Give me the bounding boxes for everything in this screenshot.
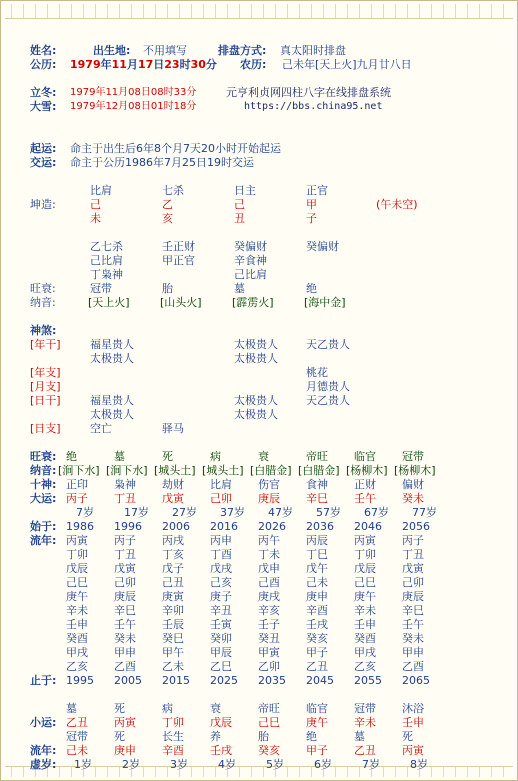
liunian-cell: 己未 [306, 576, 328, 589]
birthplace-value: 不用填写 [143, 44, 187, 57]
liunian-cell: 癸卯 [210, 632, 232, 645]
dayun-shishen: 伤官 [258, 478, 280, 491]
liunian-cell: 庚辰 [402, 590, 424, 603]
xiaoyun-top-ws: 沐浴 [402, 702, 424, 715]
method-value: 真太阳时排盘 [280, 44, 346, 57]
liunian-cell: 己丑 [162, 576, 184, 589]
xiaoyun-bottom-ws: 死 [402, 730, 413, 743]
dayun-shishen: 食神 [306, 478, 328, 491]
liunian-cell: 庚戌 [258, 590, 280, 603]
shensha-item: 福星贵人 [90, 394, 134, 407]
liunian-cell: 己卯 [114, 576, 136, 589]
shensha-item: 驿马 [162, 422, 184, 435]
pillar-branch: 丑 [234, 212, 245, 225]
xiaoyun-top-ws: 冠带 [354, 702, 376, 715]
hidden-stem: 甲正官 [162, 254, 195, 267]
shensha-year-gan-label: [年干] [30, 338, 61, 351]
dayun-age: 37岁 [220, 506, 245, 519]
dayun-age: 27岁 [172, 506, 197, 519]
liunian-cell: 庚午 [66, 590, 88, 603]
dayun-nayin: [杨柳木] [394, 464, 436, 477]
liunian-cell: 庚辰 [114, 590, 136, 603]
liunian-cell: 戊子 [162, 562, 184, 575]
xiaoyun-bottom-ws: 冠带 [66, 730, 88, 743]
lunar-label: 农历: [240, 58, 267, 71]
shensha-item: 太极贵人 [234, 394, 278, 407]
dayun-ganzhi: 丁丑 [114, 492, 136, 505]
dayun-wangshuai: 衰 [258, 450, 269, 463]
liunian-cell: 辛巳 [402, 604, 424, 617]
liunian-cell: 乙未 [162, 660, 184, 673]
xiaoyun-liunian: 辛酉 [162, 744, 184, 757]
top-decorative-border [5, 4, 513, 19]
dayun-shishen: 正财 [354, 478, 376, 491]
dayun-start-year: 1996 [114, 520, 142, 533]
liunian-cell: 庚午 [354, 590, 376, 603]
liunian-cell: 丙子 [402, 534, 424, 547]
liunian-cell: 戊辰 [354, 562, 376, 575]
solar-label: 公历: [30, 58, 57, 71]
shensha-item: 月德贵人 [306, 380, 350, 393]
xiaoyun-liunian: 己未 [66, 744, 88, 757]
pillar-nayin: [海中金] [304, 296, 346, 309]
xiaoyun-age: 7岁 [362, 758, 380, 771]
dayun-shishen: 枭神 [114, 478, 136, 491]
dayun-end-year: 1995 [66, 674, 94, 687]
method-label: 排盘方式: [218, 44, 267, 57]
liunian-cell: 辛卯 [162, 604, 184, 617]
xiaoyun-liunian: 癸亥 [258, 744, 280, 757]
liunian-cell: 丁丑 [402, 548, 424, 561]
liunian-cell: 丙申 [210, 534, 232, 547]
dayun-age: 57岁 [316, 506, 341, 519]
dayun-start-year: 2036 [306, 520, 334, 533]
liunian-cell: 壬寅 [210, 618, 232, 631]
dayun-nayin: [涧下水] [106, 464, 148, 477]
dayun-end-year: 2045 [306, 674, 334, 687]
shensha-item: 太极贵人 [90, 408, 134, 421]
dayun-start-label: 始于: [30, 520, 57, 533]
lidong-value: 1979年11月08日08时33分 [70, 87, 197, 98]
dayun-start-year: 2046 [354, 520, 382, 533]
liunian-cell: 己巳 [66, 576, 88, 589]
liunian-cell: 癸未 [114, 632, 136, 645]
xiaoyun-ganzhi: 戊辰 [210, 716, 232, 729]
shensha-title: 神煞: [30, 324, 57, 337]
liunian-cell: 己酉 [258, 576, 280, 589]
dayun-end-year: 2065 [402, 674, 430, 687]
pillar-branch: 亥 [162, 212, 173, 225]
dayun-nayin: [城头土] [202, 464, 244, 477]
hidden-stem: 辛食神 [234, 254, 267, 267]
liunian-cell: 甲申 [402, 646, 424, 659]
hidden-stem: 壬正财 [162, 240, 195, 253]
liunian-cell: 丙寅 [66, 534, 88, 547]
xiaoyun-ganzhi: 庚午 [306, 716, 328, 729]
liunian-cell: 乙酉 [114, 660, 136, 673]
liunian-cell: 戊午 [306, 562, 328, 575]
liunian-cell: 壬午 [114, 618, 136, 631]
liunian-cell: 戊寅 [114, 562, 136, 575]
dayun-label: 大运: [30, 492, 57, 505]
liunian-cell: 癸酉 [354, 632, 376, 645]
liunian-cell: 丁亥 [162, 548, 184, 561]
pillar-branch: 未 [90, 212, 101, 225]
shensha-item: 天乙贵人 [306, 394, 350, 407]
xiaoyun-ganzhi: 己巳 [258, 716, 280, 729]
liunian-cell: 甲戌 [66, 646, 88, 659]
xiaoyun-ganzhi: 丙寅 [114, 716, 136, 729]
pillar-wangshuai: 绝 [306, 282, 317, 295]
birthplace-label: 出生地: [93, 44, 131, 57]
dayun-nayin: [杨柳木] [346, 464, 388, 477]
liunian-cell: 癸未 [402, 632, 424, 645]
dayun-shishen-label: 十神: [30, 478, 57, 491]
xiaoyun-liunian: 丙寅 [402, 744, 424, 757]
liunian-cell: 辛丑 [210, 604, 232, 617]
liunian-cell: 戊戌 [210, 562, 232, 575]
pillar-wangshuai: 墓 [234, 282, 245, 295]
liunian-cell: 丙寅 [354, 534, 376, 547]
xiaoyun-bottom-ws: 墓 [354, 730, 365, 743]
liunian-cell: 辛亥 [258, 604, 280, 617]
xiaoyun-bottom-ws: 胎 [258, 730, 269, 743]
hidden-stem: 丁枭神 [90, 268, 123, 281]
liunian-cell: 癸亥 [306, 632, 328, 645]
dayun-wangshuai: 临官 [354, 450, 376, 463]
liunian-cell: 壬戌 [306, 618, 328, 631]
hidden-stem: 癸偏财 [234, 240, 267, 253]
xiaoyun-age: 3岁 [170, 758, 188, 771]
qiyun-text: 命主于出生后6年8个月7天20小时开始起运 [70, 142, 281, 155]
xiaoyun-label: 小运: [30, 716, 57, 729]
dayun-wangshuai-label: 旺衰: [30, 450, 57, 463]
liunian-cell: 丁未 [258, 548, 280, 561]
dayun-ganzhi: 庚辰 [258, 492, 280, 505]
pillar-stem: 甲 [306, 198, 317, 211]
liunian-cell: 庚子 [210, 590, 232, 603]
dayun-shishen: 劫财 [162, 478, 184, 491]
dayun-wangshuai: 病 [210, 450, 221, 463]
xiaoyun-bottom-ws: 养 [210, 730, 221, 743]
xiaoyun-top-ws: 帝旺 [258, 702, 280, 715]
xiaoyun-bottom-ws: 长生 [162, 730, 184, 743]
shensha-item: 太极贵人 [90, 352, 134, 365]
dayun-wangshuai: 冠带 [402, 450, 424, 463]
jiaoyun-label: 交运: [30, 156, 57, 169]
liunian-cell: 辛酉 [306, 604, 328, 617]
liunian-cell: 辛未 [354, 604, 376, 617]
daxue-value: 1979年12月08日01时18分 [70, 101, 197, 112]
dayun-ganzhi: 辛巳 [306, 492, 328, 505]
xiaoyun-top-ws: 衰 [210, 702, 221, 715]
shensha-item: 天乙贵人 [306, 338, 350, 351]
dayun-ganzhi: 癸未 [402, 492, 424, 505]
xiaoyun-ganzhi: 丁卯 [162, 716, 184, 729]
liunian-cell: 己巳 [354, 576, 376, 589]
liunian-cell: 甲辰 [210, 646, 232, 659]
pillar-wangshuai: 冠带 [90, 282, 112, 295]
kunzao-label: 坤造: [30, 198, 56, 211]
shensha-item: 桃花 [306, 366, 328, 379]
pillar-stem: 乙 [162, 198, 173, 211]
dayun-nayin: [白腊金] [298, 464, 340, 477]
shensha-item: 太极贵人 [234, 352, 278, 365]
liunian-cell: 壬子 [258, 618, 280, 631]
liunian-cell: 辛未 [66, 604, 88, 617]
pillar-god: 七杀 [162, 184, 184, 197]
xiaoyun-age: 5岁 [266, 758, 284, 771]
liunian-cell: 乙丑 [306, 660, 328, 673]
dayun-end-year: 2025 [210, 674, 238, 687]
liunian-cell: 癸酉 [66, 632, 88, 645]
liunian-cell: 丁卯 [354, 548, 376, 561]
liunian-cell: 乙亥 [66, 660, 88, 673]
name-label: 姓名: [30, 44, 57, 57]
hidden-stem: 己比肩 [90, 254, 123, 267]
pillar-nayin: [山头火] [160, 296, 202, 309]
dayun-end-year: 2015 [162, 674, 190, 687]
dayun-wangshuai: 死 [162, 450, 173, 463]
xiaoyun-ganzhi: 乙丑 [66, 716, 88, 729]
xiaoyun-ganzhi: 壬申 [402, 716, 424, 729]
shensha-item: 福星贵人 [90, 338, 134, 351]
xiaoyun-liunian: 甲子 [306, 744, 328, 757]
dayun-ganzhi: 丙子 [66, 492, 88, 505]
shensha-day-zhi-label: [日支] [30, 422, 61, 435]
dayun-liunian-label: 流年: [30, 534, 57, 547]
liunian-cell: 庚寅 [162, 590, 184, 603]
dayun-nayin-label: 纳音: [30, 464, 57, 477]
pillar-stem: 己 [90, 198, 101, 211]
liunian-cell: 甲申 [114, 646, 136, 659]
solar-date: 1979年11月17日23时30分 [70, 58, 217, 71]
liunian-cell: 丙子 [114, 534, 136, 547]
dayun-nayin: [涧下水] [58, 464, 100, 477]
xiaoyun-ganzhi: 辛未 [354, 716, 376, 729]
liunian-cell: 乙酉 [402, 660, 424, 673]
liunian-cell: 壬申 [354, 618, 376, 631]
liunian-cell: 丙戌 [162, 534, 184, 547]
dayun-end-label: 止于: [30, 674, 57, 687]
hidden-stem: 癸偏财 [306, 240, 339, 253]
pillar-god: 日主 [234, 184, 256, 197]
dayun-start-year: 2026 [258, 520, 286, 533]
liunian-cell: 乙巳 [210, 660, 232, 673]
xiaoyun-liunian: 乙丑 [354, 744, 376, 757]
liunian-cell: 癸巳 [162, 632, 184, 645]
dayun-start-year: 2006 [162, 520, 190, 533]
liunian-cell: 丁卯 [66, 548, 88, 561]
liunian-cell: 甲寅 [258, 646, 280, 659]
dayun-wangshuai: 帝旺 [306, 450, 328, 463]
dayun-age: 7岁 [76, 506, 94, 519]
jiaoyun-text: 命主于公历1986年7月25日19时交运 [70, 156, 254, 169]
dayun-nayin: [城头土] [154, 464, 196, 477]
qiyun-label: 起运: [30, 142, 57, 155]
dayun-age: 47岁 [268, 506, 293, 519]
dayun-ganzhi: 己卯 [210, 492, 232, 505]
xiaoyun-bottom-ws: 死 [114, 730, 125, 743]
dayun-shishen: 比肩 [210, 478, 232, 491]
liunian-cell: 己亥 [210, 576, 232, 589]
xiaoyun-liunian-label: 流年: [30, 744, 57, 757]
pillar-god: 比肩 [90, 184, 112, 197]
shensha-item: 太极贵人 [234, 338, 278, 351]
liunian-cell: 丙午 [258, 534, 280, 547]
shensha-year-zhi-label: [年支] [30, 366, 61, 379]
kongwang: (午未空) [376, 198, 418, 211]
dayun-age: 17岁 [124, 506, 149, 519]
pillar-god: 正官 [306, 184, 328, 197]
xiaoyun-age: 1岁 [74, 758, 92, 771]
dayun-ganzhi: 戊寅 [162, 492, 184, 505]
xiaoyun-bottom-ws: 绝 [306, 730, 317, 743]
dayun-end-year: 2055 [354, 674, 382, 687]
dayun-start-year: 2016 [210, 520, 238, 533]
liunian-cell: 丁巳 [306, 548, 328, 561]
daxue-label: 大雪: [30, 100, 57, 113]
dayun-age: 67岁 [364, 506, 389, 519]
liunian-cell: 己卯 [402, 576, 424, 589]
shensha-item: 太极贵人 [234, 408, 278, 421]
xiaoyun-liunian: 庚申 [114, 744, 136, 757]
pillar-stem: 己 [234, 198, 245, 211]
xiaoyun-liunian: 壬戌 [210, 744, 232, 757]
liunian-cell: 丁酉 [210, 548, 232, 561]
liunian-cell: 庚申 [306, 590, 328, 603]
dayun-nayin: [白腊金] [250, 464, 292, 477]
liunian-cell: 丁丑 [114, 548, 136, 561]
liunian-cell: 壬午 [402, 618, 424, 631]
xiaoyun-xusui-label: 虚岁: [30, 758, 57, 771]
dayun-ganzhi: 壬午 [354, 492, 376, 505]
shensha-item: 空亡 [90, 422, 112, 435]
liunian-cell: 乙亥 [354, 660, 376, 673]
liunian-cell: 戊寅 [402, 562, 424, 575]
nayin-label: 纳音: [30, 296, 56, 309]
shensha-month-zhi-label: [月支] [30, 380, 61, 393]
xiaoyun-age: 4岁 [218, 758, 236, 771]
site-url[interactable]: https://bbs.china95.net [244, 101, 383, 112]
xiaoyun-top-ws: 死 [114, 702, 125, 715]
lunar-value: 己未年[天上火]九月廿八日 [282, 58, 412, 71]
hidden-stem: 乙七杀 [90, 240, 123, 253]
site-name: 元亨利贞网四柱八字在线排盘系统 [226, 86, 391, 99]
dayun-wangshuai: 墓 [114, 450, 125, 463]
hidden-stem: 己比肩 [234, 268, 267, 281]
dayun-age: 77岁 [412, 506, 437, 519]
dayun-end-year: 2005 [114, 674, 142, 687]
liunian-cell: 乙卯 [258, 660, 280, 673]
xiaoyun-top-ws: 病 [162, 702, 173, 715]
dayun-end-year: 2035 [258, 674, 286, 687]
dayun-shishen: 正印 [66, 478, 88, 491]
xiaoyun-age: 6岁 [314, 758, 332, 771]
pillar-nayin: [天上火] [88, 296, 130, 309]
liunian-cell: 甲午 [162, 646, 184, 659]
xiaoyun-top-ws: 墓 [66, 702, 77, 715]
dayun-start-year: 2056 [402, 520, 430, 533]
liunian-cell: 壬辰 [162, 618, 184, 631]
dayun-start-year: 1986 [66, 520, 94, 533]
liunian-cell: 戊辰 [66, 562, 88, 575]
xiaoyun-age: 2岁 [122, 758, 140, 771]
dayun-wangshuai: 绝 [66, 450, 77, 463]
liunian-cell: 辛巳 [114, 604, 136, 617]
liunian-cell: 丙辰 [306, 534, 328, 547]
pillar-branch: 子 [306, 212, 317, 225]
dayun-shishen: 偏财 [402, 478, 424, 491]
liunian-cell: 癸丑 [258, 632, 280, 645]
shensha-day-gan-label: [日干] [30, 394, 61, 407]
liunian-cell: 甲戌 [354, 646, 376, 659]
xiaoyun-top-ws: 临官 [306, 702, 328, 715]
lidong-label: 立冬: [30, 86, 57, 99]
pillar-nayin: [霹雳火] [232, 296, 274, 309]
wangshuai-label: 旺衰: [30, 282, 56, 295]
pillar-wangshuai: 胎 [162, 282, 173, 295]
liunian-cell: 壬申 [66, 618, 88, 631]
liunian-cell: 甲子 [306, 646, 328, 659]
liunian-cell: 戊申 [258, 562, 280, 575]
xiaoyun-age: 8岁 [410, 758, 428, 771]
